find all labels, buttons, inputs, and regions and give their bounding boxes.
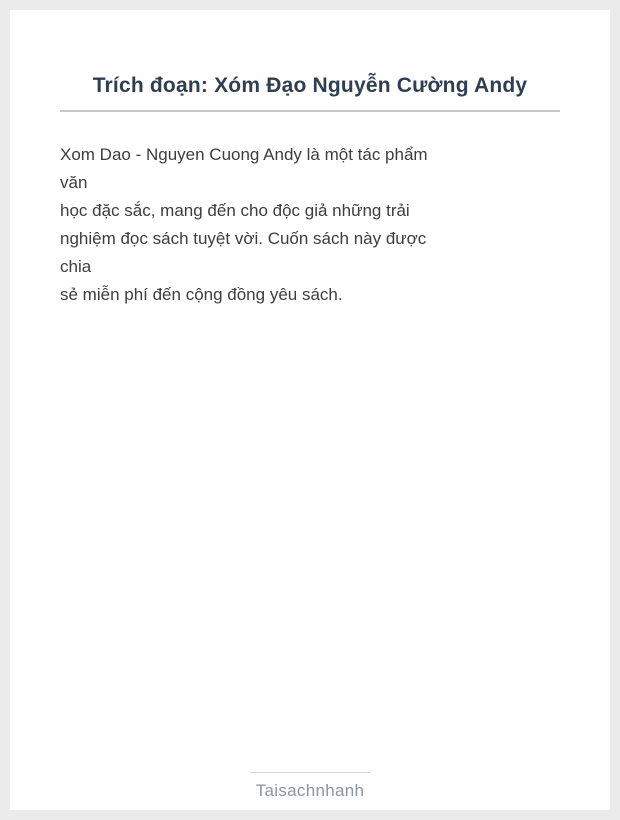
excerpt-text <box>60 141 560 309</box>
page-footer <box>10 772 610 802</box>
excerpt-line: nghiệm đọc sách tuyệt vời. Cuốn sách này được <box>60 229 427 248</box>
excerpt-line: văn <box>60 173 88 192</box>
excerpt-line: chia <box>60 257 92 276</box>
page-title: Trích đoạn: Xóm Đạo Nguyễn Cường Andy <box>92 74 528 97</box>
excerpt-line: sẻ miễn phí đến cộng đồng yêu sách. <box>60 285 343 304</box>
excerpt-line: Xom Dao - Nguyen Cuong Andy là một tác phẩm <box>60 145 428 164</box>
excerpt-line: học đặc sắc, mang đến cho độc giả những trải <box>60 201 410 220</box>
document-page <box>10 10 610 810</box>
title-divider <box>60 110 560 112</box>
footer-divider <box>250 772 370 773</box>
footer-brand: Taisachnhanh <box>255 781 365 800</box>
